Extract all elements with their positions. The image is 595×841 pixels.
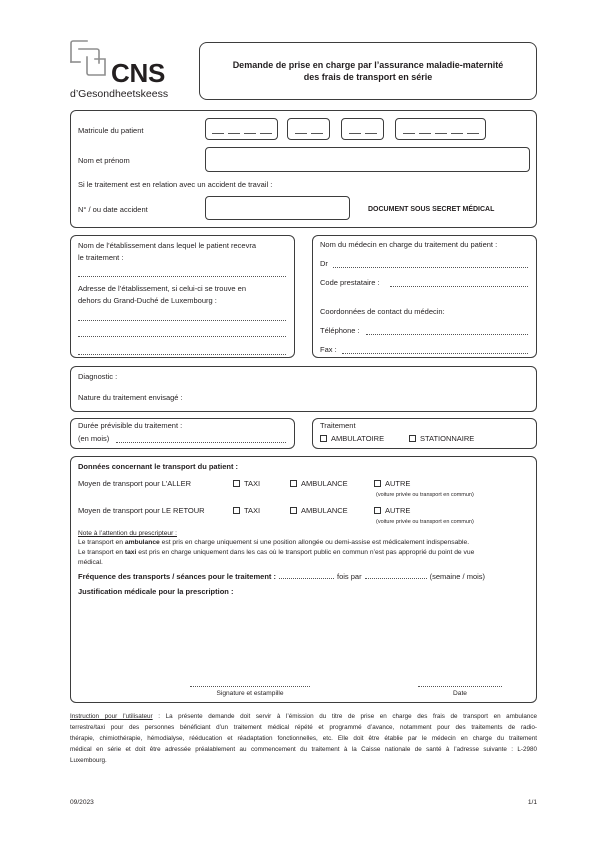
checkbox-label: AUTRE xyxy=(385,506,411,515)
other-hint: (voiture privée ou transport en commun) xyxy=(376,492,474,498)
checkbox-return-taxi[interactable] xyxy=(233,506,260,515)
outbound-label: Moyen de transport pour L’ALLER xyxy=(78,479,191,488)
prescriber-note xyxy=(78,538,474,568)
note-heading: Note à l’attention du prescripteur : xyxy=(78,530,177,537)
other-hint: (voiture privée ou transport en commun) xyxy=(376,519,474,525)
phone-label: Téléphone : xyxy=(320,326,360,335)
logo-subtitle: d’Gesondheetskeess xyxy=(70,88,169,100)
justification-area[interactable] xyxy=(78,600,530,680)
digit-slot xyxy=(311,133,323,134)
frequency-label: Fréquence des transports / séances pour le traitement : xyxy=(78,572,276,581)
checkbox-square-icon xyxy=(233,507,240,514)
fax-label: Fax : xyxy=(320,345,337,354)
accident-label: N° / ou date accident xyxy=(78,205,148,214)
digit-slot xyxy=(451,133,463,134)
form-version: 09/2023 xyxy=(70,799,94,806)
note-text: Le transport en xyxy=(78,539,125,546)
matricule-segment-1[interactable] xyxy=(205,118,278,140)
form-title: Demande de prise en charge par l’assurance maladie-maternité des frais de transport en série xyxy=(232,60,504,82)
checkbox-outbound-taxi[interactable] xyxy=(233,479,260,488)
checkbox-square-icon xyxy=(290,480,297,487)
checkbox-ambulatoire[interactable] xyxy=(320,434,384,443)
diagnosis-section[interactable] xyxy=(70,366,537,412)
checkbox-stationnaire[interactable] xyxy=(409,434,474,443)
duration-unit: (en mois) xyxy=(78,434,110,443)
checkbox-square-icon xyxy=(320,435,327,442)
matricule-segment-3[interactable] xyxy=(341,118,384,140)
justification-label: Justification médicale pour la prescription : xyxy=(78,587,234,596)
contact-heading: Coordonnées de contact du médecin: xyxy=(320,307,445,316)
matricule-segment-4[interactable] xyxy=(395,118,486,140)
frequency-count-field[interactable] xyxy=(279,572,334,579)
note-text: est pris en charge uniquement dans les cas où le transport public en commun n’est pas approprié du point de vue médical. xyxy=(78,549,475,566)
patient-name-field[interactable] xyxy=(205,147,530,172)
note-text: est pris en charge uniquement si une position allongée ou demi-assise est médicalement indispensable. xyxy=(159,539,470,546)
signature-label: Signature et estampille xyxy=(216,690,284,697)
accident-question: Si le traitement est en relation avec un accident de travail : xyxy=(78,180,273,189)
checkbox-outbound-autre[interactable] xyxy=(374,479,410,488)
physician-heading: Nom du médecin en charge du traitement du patient : xyxy=(320,240,498,249)
cns-logo-mark-icon xyxy=(66,36,110,80)
phone-field[interactable] xyxy=(366,334,528,335)
frequency-times: fois par xyxy=(336,572,362,581)
checkbox-label: AMBULANCE xyxy=(301,479,348,488)
name-label: Nom et prénom xyxy=(78,156,130,165)
checkbox-return-ambulance[interactable] xyxy=(290,506,348,515)
matricule-segment-2[interactable] xyxy=(287,118,330,140)
digit-slot xyxy=(295,133,307,134)
establishment-address-label: Adresse de l’établissement, si celui-ci se trouve en dehors du Grand-Duché de Luxembourg : xyxy=(78,284,246,305)
establishment-name-label: Nom de l’établissement dans lequel le patient recevra le traitement : xyxy=(78,241,257,262)
frequency-period-field[interactable] xyxy=(365,572,427,579)
physician-section xyxy=(312,235,537,358)
checkbox-label: AMBULANCE xyxy=(301,506,348,515)
checkbox-square-icon xyxy=(233,480,240,487)
provider-code-field[interactable] xyxy=(390,286,528,287)
user-instruction xyxy=(70,711,537,766)
secret-notice: DOCUMENT SOUS SECRET MÉDICAL xyxy=(368,206,495,213)
duration-field[interactable] xyxy=(116,442,286,443)
physician-name-field[interactable] xyxy=(333,267,528,268)
matricule-label: Matricule du patient xyxy=(78,126,144,135)
note-emphasis: taxi xyxy=(124,549,137,556)
digit-slot xyxy=(467,133,479,134)
date-label: Date xyxy=(453,690,467,697)
provider-code-label: Code prestataire : xyxy=(320,278,380,287)
digit-slot xyxy=(365,133,377,134)
return-label: Moyen de transport pour LE RETOUR xyxy=(78,506,205,515)
dr-label: Dr xyxy=(320,259,328,268)
digit-slot xyxy=(419,133,431,134)
digit-slot xyxy=(349,133,361,134)
accident-date-field[interactable] xyxy=(205,196,350,220)
treatment-label: Traitement xyxy=(320,421,356,430)
checkbox-label: STATIONNAIRE xyxy=(420,434,475,443)
frequency-row xyxy=(78,572,485,581)
frequency-period: (semaine / mois) xyxy=(429,572,486,581)
checkbox-return-autre[interactable] xyxy=(374,506,410,515)
digit-slot xyxy=(244,133,256,134)
logo-text: CNS xyxy=(111,58,165,88)
diagnosis-label: Diagnostic : xyxy=(78,372,118,381)
checkbox-label: AMBULATOIRE xyxy=(331,434,385,443)
checkbox-square-icon xyxy=(409,435,416,442)
digit-slot xyxy=(212,133,224,134)
checkbox-square-icon xyxy=(374,507,381,514)
checkbox-label: TAXI xyxy=(244,479,261,488)
instruction-text: : La présente demande doit servir à l’émission du titre de prise en charge des frais de transport en ambulance terrestre/taxi pour des personnes bénéficiant d’un traitement médical répété et programmé d’avance, notamment pour des traitements de radio- thérapie, chimiothérapie, hémodialyse, rééducation et réadaptation fonctionnelles, etc. Elle doit être établie par le médecin en charge du traitement médical en série et doit être adressée préalablement au commencement du traitement à la Caisse nationale de santé à l’adresse suivante : L-2980 Luxembourg. xyxy=(70,713,537,764)
checkbox-square-icon xyxy=(290,507,297,514)
checkbox-square-icon xyxy=(374,480,381,487)
digit-slot xyxy=(403,133,415,134)
note-text: Le transport en xyxy=(78,549,125,556)
checkbox-outbound-ambulance[interactable] xyxy=(290,479,348,488)
establishment-name-field[interactable] xyxy=(78,276,286,277)
fax-field[interactable] xyxy=(342,353,528,354)
establishment-address-line-3[interactable] xyxy=(78,354,286,355)
digit-slot xyxy=(228,133,240,134)
establishment-address-line-1[interactable] xyxy=(78,320,286,321)
digit-slot xyxy=(260,133,272,134)
duration-label: Durée prévisible du traitement : xyxy=(78,421,183,430)
establishment-address-line-2[interactable] xyxy=(78,336,286,337)
treatment-nature-label: Nature du traitement envisagé : xyxy=(78,393,183,402)
transport-heading: Données concernant le transport du patient : xyxy=(78,462,239,471)
date-field[interactable] xyxy=(418,686,502,687)
page-number: 1/1 xyxy=(527,799,537,806)
signature-field[interactable] xyxy=(190,686,310,687)
digit-slot xyxy=(435,133,447,134)
checkbox-label: AUTRE xyxy=(385,479,411,488)
checkbox-label: TAXI xyxy=(244,506,261,515)
title-box xyxy=(199,42,537,100)
note-emphasis: ambulance xyxy=(124,539,160,546)
instruction-label: Instruction pour l’utilisateur xyxy=(70,713,153,720)
